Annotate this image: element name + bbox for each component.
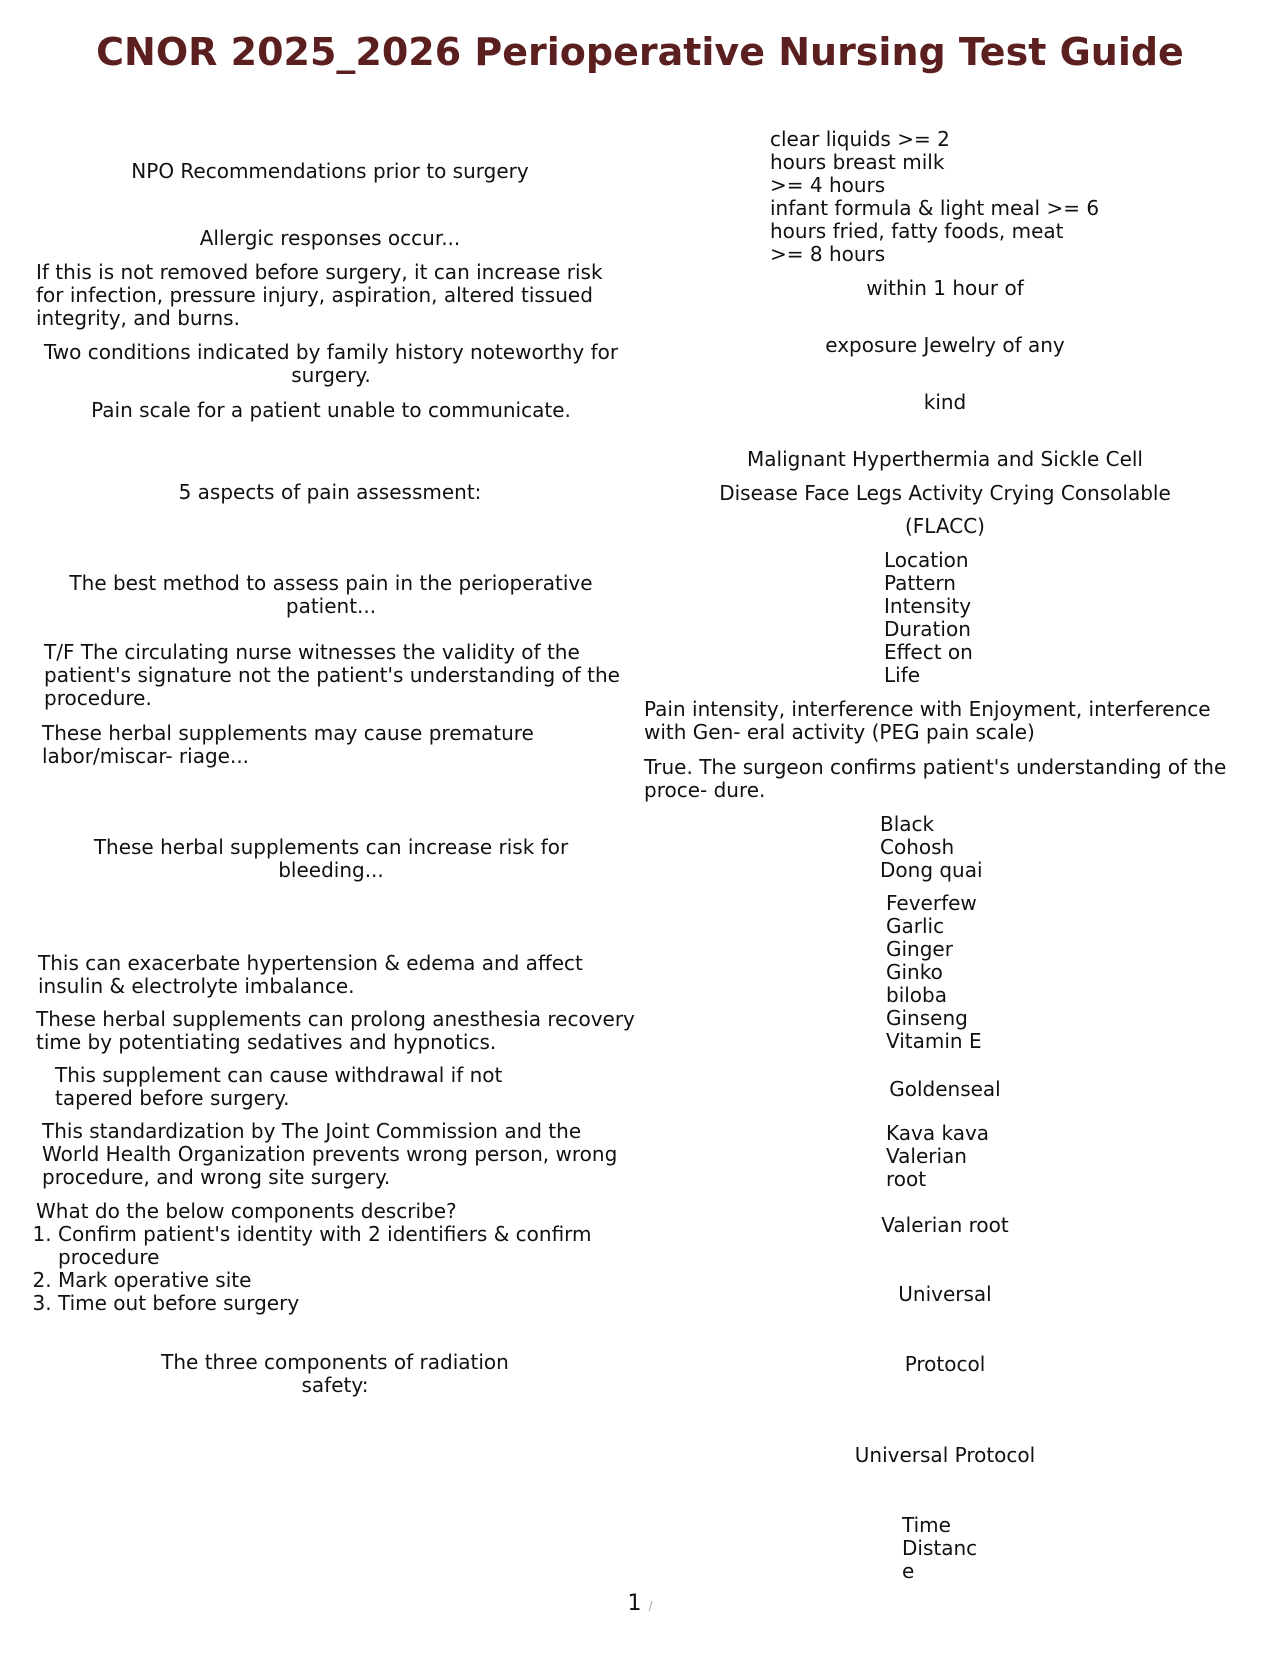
answer-line: Location (884, 548, 969, 572)
answer-line: hours fried, fatty foods, meat (770, 219, 1064, 243)
answer-aspects (884, 549, 973, 687)
answer-true: True. The surgeon confirms patient's understanding of the proce- dure. (644, 755, 1227, 802)
answer-disease-flacc: Disease Face Legs Activity Crying Consolable (719, 481, 1171, 505)
answer-line: Black (880, 812, 935, 836)
question-jewelry: If this is not removed before surgery, it can increase risk for infection, pressure injury, aspiration, altered tissued integrity, and burns. (36, 260, 603, 330)
answer-goldenseal: Goldenseal (889, 1077, 1001, 1101)
question-radiation: The three components of radiation safety: (161, 1350, 509, 1397)
page-separator: / (648, 1599, 653, 1613)
question-bleeding-herbs: These herbal supplements can increase risk for bleeding... (93, 835, 569, 882)
answer-line: Distanc (902, 1536, 978, 1560)
answer-flacc: (FLACC) (905, 514, 985, 538)
answer-line: root (886, 1167, 927, 1191)
list-item: 3. Time out before surgery (58, 1292, 636, 1315)
answer-line: Time (902, 1513, 951, 1537)
answer-line: Kava kava (886, 1121, 990, 1145)
page-number (0, 1591, 1280, 1616)
question-components-intro: What do the below components describe? (36, 1199, 457, 1223)
answer-protocol: Protocol (904, 1352, 986, 1376)
question-standardization: This standardization by The Joint Commission and the World Health Organization prevents wrong person, wrong procedure, and wrong site surgery. (42, 1119, 618, 1189)
question-labor-herbs: These herbal supplements may cause premature labor/miscar- riage... (42, 721, 534, 768)
question-pain-method: The best method to assess pain in the perioperative patient... (69, 571, 593, 618)
answer-peg: Pain intensity, interference with Enjoyment, interference with Gen- eral activity (PEG pain scale) (644, 697, 1211, 744)
answer-line: Intensity (884, 594, 972, 618)
answer-line: hours breast milk (770, 150, 945, 174)
answer-line: Life (884, 663, 921, 687)
answer-line: >= 4 hours (770, 173, 886, 197)
question-components (36, 1200, 636, 1315)
answer-mh: Malignant Hyperthermia and Sickle Cell (747, 447, 1143, 471)
page-number-value: 1 (627, 1591, 642, 1616)
question-pain-aspects: 5 aspects of pain assessment: (178, 480, 482, 504)
answer-line: Vitamin E (886, 1029, 982, 1053)
answer-line: infant formula & light meal >= 6 (770, 196, 1100, 220)
answer-line: Garlic (886, 914, 945, 938)
answer-universal: Universal (898, 1282, 992, 1306)
answer-line: Ginseng (886, 1006, 968, 1030)
answer-kind: kind (923, 390, 967, 414)
answer-line: Dong quai (880, 858, 983, 882)
answer-within: within 1 hour of (866, 276, 1024, 300)
question-allergic: Allergic responses occur... (199, 226, 461, 250)
answer-line: Ginger (886, 937, 953, 961)
question-family-history: Two conditions indicated by family history noteworthy for surgery. (43, 340, 619, 387)
question-npo: NPO Recommendations prior to surgery (131, 159, 529, 183)
question-anesthesia-herbs: These herbal supplements can prolong anesthesia recovery time by potentiating sedatives and hypnotics. (36, 1007, 635, 1054)
answer-line: >= 8 hours (770, 242, 886, 266)
answer-line: Effect on (884, 640, 973, 664)
answer-line: biloba (886, 983, 947, 1007)
question-consent: T/F The circulating nurse witnesses the validity of the patient's signature not the patient's understanding of the procedure. (44, 640, 620, 710)
answer-line: Valerian (886, 1144, 967, 1168)
answer-valerian: Valerian root (881, 1213, 1009, 1237)
answer-bleeding-herbs (886, 892, 982, 1053)
answer-line: Ginko (886, 960, 943, 984)
answer-npo (770, 128, 1099, 266)
answer-line: Cohosh (880, 835, 955, 859)
answer-universal-protocol: Universal Protocol (854, 1443, 1036, 1467)
question-withdrawal: This supplement can cause withdrawal if not tapered before surgery. (55, 1063, 503, 1110)
list-item: 1. Confirm patient's identity with 2 identifiers & confirm procedure (58, 1223, 636, 1269)
answer-kava (886, 1122, 989, 1191)
answer-labor-herbs (880, 813, 983, 882)
answer-line: Duration (884, 617, 971, 641)
answer-exposure: exposure Jewelry of any (825, 333, 1065, 357)
question-pain-scale: Pain scale for a patient unable to communicate. (91, 398, 571, 422)
list-item: 2. Mark operative site (58, 1269, 636, 1292)
answer-line: clear liquids >= 2 (770, 127, 950, 151)
answer-line: Pattern (884, 571, 956, 595)
answer-line: e (902, 1559, 915, 1583)
components-list (36, 1223, 636, 1315)
answer-line: Feverfew (886, 891, 977, 915)
answer-radiation (902, 1514, 977, 1583)
document-title: CNOR 2025_2026 Perioperative Nursing Test Guide (96, 30, 1184, 74)
question-goldenseal: This can exacerbate hypertension & edema and affect insulin & electrolyte imbalance. (38, 951, 583, 998)
